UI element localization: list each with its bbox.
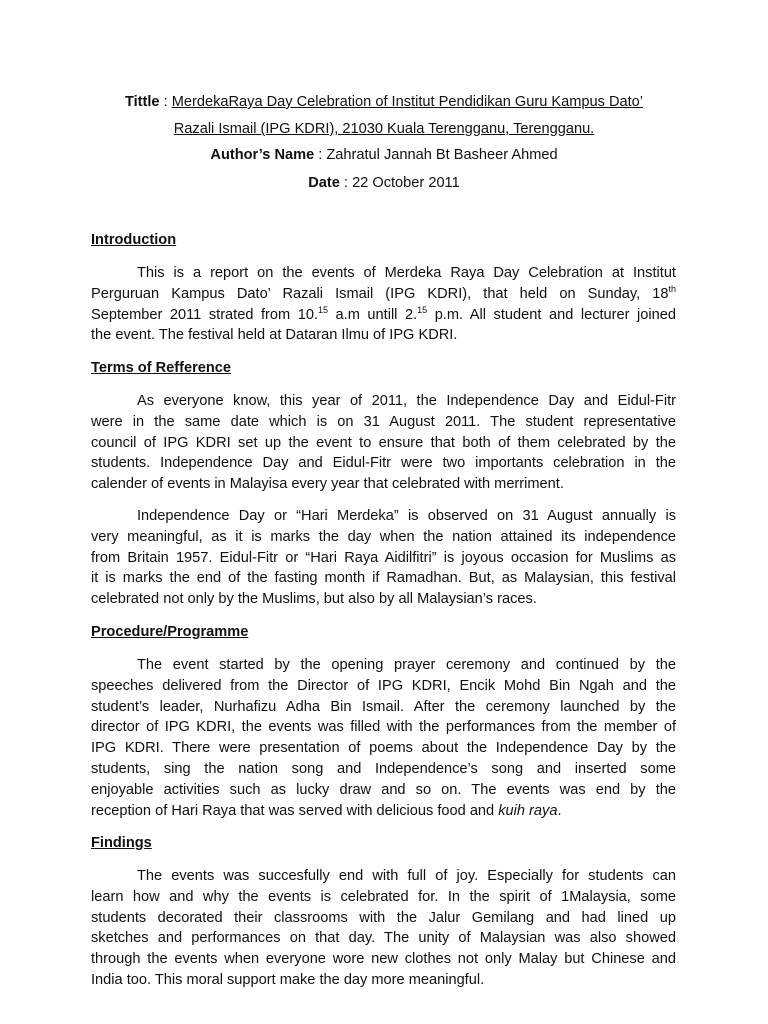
intro-line-4: the event. The festival held at Dataran Ilmu of IPG KDRI. [91, 327, 458, 344]
terms-p2-line: very meaningful, as it is marks the day when the nation attained its independence [91, 528, 676, 545]
findings-line: learn how and why the events is celebrated for. In the spirit of 1Malaysia, some [91, 888, 676, 905]
intro-sup-2: 15 [417, 304, 428, 315]
findings-line: The events was succesfully end with full of joy. Especially for students can [137, 868, 676, 884]
intro-line-3c: p.m. All student and lecturer joined [427, 306, 676, 323]
terms-heading: Terms of Refference [91, 360, 232, 376]
procedure-line-end: . [557, 802, 562, 819]
date-line [0, 173, 768, 193]
title-separator: : [159, 94, 172, 110]
procedure-line: student’s leader, Nurhafizu Adha Bin Ismail. After the ceremony launched by the [91, 698, 676, 715]
findings-line: India too. This moral support make the day more meaningful. [91, 971, 485, 988]
author-label: Author’s Name [210, 147, 315, 163]
terms-p2-line: Independence Day or “Hari Merdeka” is observed on 31 August annually is [137, 508, 676, 524]
terms-p2-line: celebrated not only by the Muslims, but also by all Malaysian’s races. [91, 591, 537, 608]
procedure-paragraph [91, 655, 676, 821]
terms-p1-line: were in the same date which is on 31 August 2011. The student representative [91, 413, 676, 430]
procedure-line: IPG KDRI. There were presentation of poems about the Independence Day by the [91, 740, 676, 757]
findings-paragraph [91, 866, 676, 991]
date-label: Date [308, 175, 340, 191]
procedure-heading: Procedure/Programme [91, 624, 249, 640]
findings-line: through the events when everyone wore new clothes not only Malay but Chinese and [91, 951, 676, 968]
date-value: : 22 October 2011 [339, 175, 460, 191]
introduction-paragraph [91, 263, 676, 346]
terms-p2-line: it is marks the end of the fasting month if Ramadhan. But, as Malaysian, this festival [91, 570, 676, 587]
intro-sup-1: 15 [318, 304, 329, 315]
terms-p1-line: students. Independence Day and Eidul-Fitr were two importants celebration in the [91, 455, 676, 472]
author-value: : Zahratul Jannah Bt Basheer Ahmed [314, 147, 558, 163]
intro-line-3a: September 2011 strated from 10. [91, 306, 318, 323]
terms-paragraph-2 [91, 506, 676, 610]
introduction-heading: Introduction [91, 232, 177, 248]
procedure-line: students, sing the nation song and Independence’s song and inserted some [91, 760, 676, 777]
procedure-line: speeches delivered from the Director of IPG KDRI, Encik Mohd Bin Ngah and the [91, 677, 676, 694]
title-label: Tittle [124, 94, 160, 110]
findings-heading: Findings [91, 835, 152, 851]
title-line-1 [0, 92, 768, 112]
terms-p2-line: from Britain 1957. Eidul-Fitr or “Hari Raya Aidilfitri” is joyous occasion for Muslims as [91, 549, 676, 566]
procedure-line: The event started by the opening prayer ceremony and continued by the [137, 657, 676, 673]
intro-line-1: This is a report on the events of Merdeka Raya Day Celebration at Institut [137, 265, 676, 281]
title-text-2: Razali Ismail (IPG KDRI), 21030 Kuala Terengganu, Terengganu. [173, 121, 595, 137]
findings-line: students decorated their classrooms with the Jalur Gemilang and had lined up [91, 909, 676, 926]
procedure-italic-term: kuih raya [498, 802, 558, 819]
terms-p1-line: calender of events in Malayisa every year that celebrated with merriment. [91, 476, 564, 493]
title-line-2 [0, 119, 768, 139]
terms-paragraph-1 [91, 391, 676, 495]
procedure-line: director of IPG KDRI, the events was filled with the performances from the member of [91, 719, 676, 736]
terms-p1-line: council of IPG KDRI set up the event to ensure that both of them celebrated by the [91, 434, 676, 451]
procedure-line: reception of Hari Raya that was served with delicious food and [91, 802, 499, 819]
intro-line-2: Perguruan Kampus Dato’ Razali Ismail (IPG KDRI), that held on Sunday, 18 [91, 285, 669, 302]
terms-p1-line: As everyone know, this year of 2011, the Independence Day and Eidul-Fitr [137, 393, 676, 409]
title-text-1: MerdekaRaya Day Celebration of Institut Pendidikan Guru Kampus Dato’ [171, 94, 644, 110]
author-line [0, 145, 768, 165]
procedure-line: enjoyable activities such as lucky draw and so on. The events was end by the [91, 781, 676, 798]
intro-line-3b: a.m untill 2. [328, 306, 418, 323]
findings-line: sketches and performances on that day. The unity of Malaysian was also showed [91, 930, 676, 947]
intro-sup-th: th [668, 283, 676, 294]
